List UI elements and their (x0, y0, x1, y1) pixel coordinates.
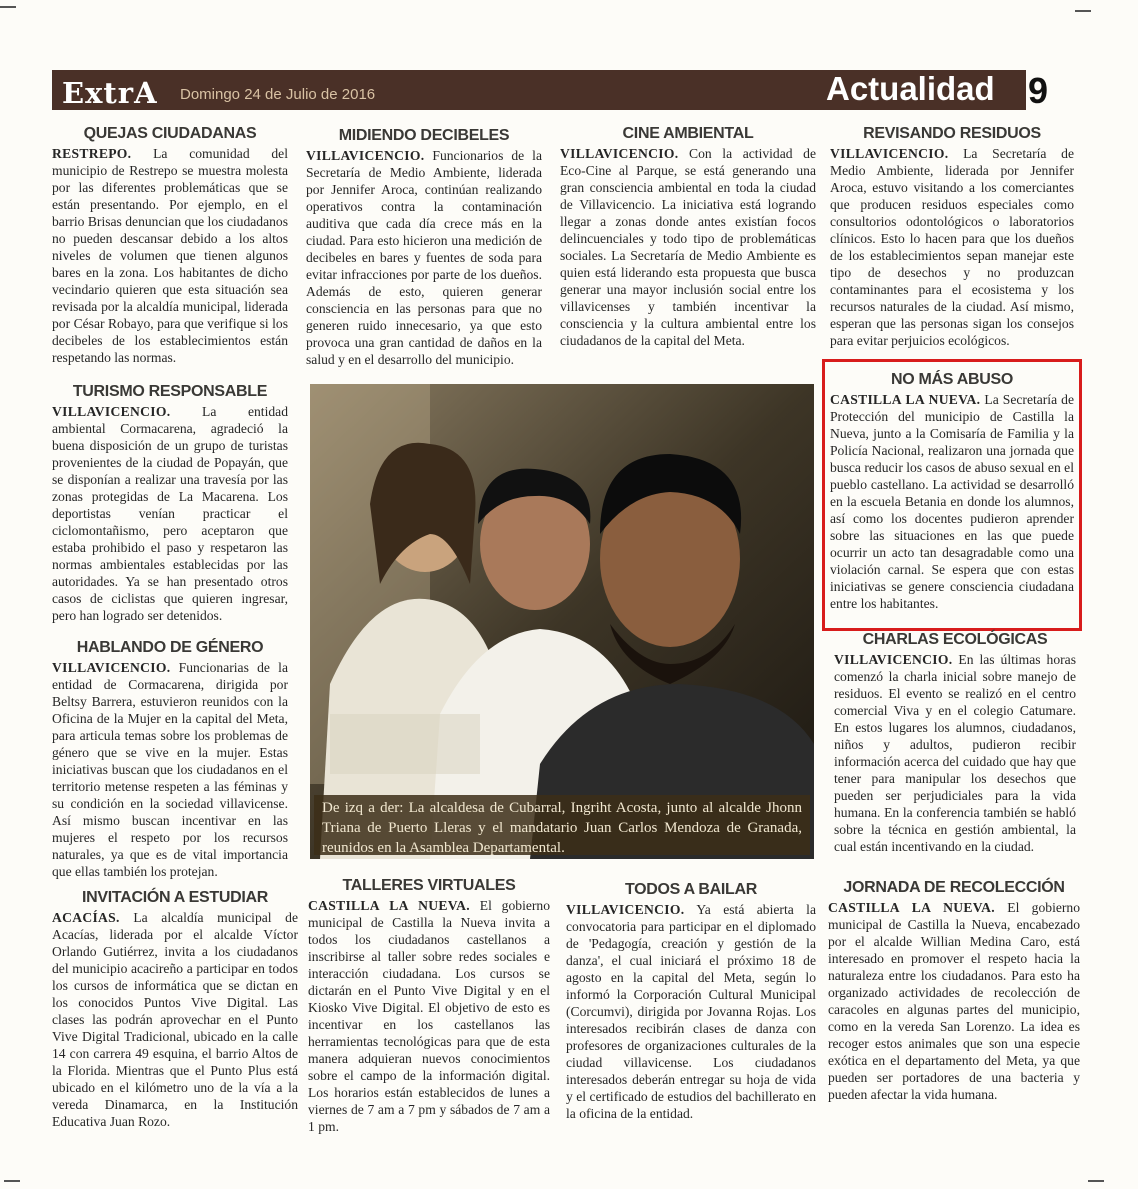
article-invitacion-a-estudiar (52, 888, 298, 1130)
article-jornada-de-recoleccion (828, 878, 1080, 1103)
article-headline: INVITACIÓN A ESTUDIAR (82, 889, 268, 906)
article-body (308, 897, 550, 1135)
article-body (52, 403, 288, 624)
article-todos-a-bailar (566, 880, 816, 1122)
article-text: El gobierno municipal de Castilla la Nueva invita a todos los ciudadanos castellanos a inscribirse al taller sobre redes sociales e interacción ciudadana. Los cursos se dictarán en el Punto Vive Digital y en el Kiosko Vive Digital. El objetivo de esto es incentivar en los castellanos las herramientas tecnológicas para que de esta manera adquieran nuevos conocimientos sobre el campo de la información digital. Los horarios están establecidos de lunes a viernes de 7 am a 7 pm y sábados de 7 am a 1 pm. (308, 898, 551, 1134)
article-dateline: VILLAVICENCIO. (52, 404, 171, 419)
article-dateline: VILLAVICENCIO. (566, 902, 685, 917)
article-dateline: VILLAVICENCIO. (52, 660, 171, 675)
article-text: La alcaldía municipal de Acacías, liderada por el alcalde Víctor Orlando Gutiérrez, invita a los ciudadanos del municipio acacireño a participar en todos los cursos de informática que se dictan en los conocidos Puntos Vive Digital. Las clases las podrán aprovechar en el Punto Vive Digital Tradicional, ubicado en la calle 14 con carrera 49 esquina, el barrio Altos de la Florida. Mientras que el Punto Plus está ubicado en el kilómetro uno de la vía a la vereda Dinamarca, en la Institución Educativa Juan Rozo. (52, 910, 298, 1129)
article-dateline: VILLAVICENCIO. (830, 146, 949, 161)
article-charlas-ecologicas (834, 630, 1076, 855)
article-dateline: CASTILLA LA NUEVA. (830, 392, 981, 407)
article-turismo-responsable (52, 382, 288, 624)
scan-corner-mark (0, 6, 16, 8)
article-headline: TALLERES VIRTUALES (342, 877, 516, 894)
article-body (52, 909, 298, 1130)
scan-corner-mark (4, 1180, 20, 1182)
article-text: La Secretaría de Protección del municipio de Castilla la Nueva, junto a la Comisaría de Familia y la Policía Nacional, realizaron una jornada que busca reducir los casos de abuso sexual en el pueblo castellano. La actividad se desarrolló en la escuela Betania en donde los alumnos, así como los docentes pudieron aprender sobre las situaciones en las que puede ocurrir un acto tan desagradable como una violación carnal. Se espera que con estas iniciativas se genere consciencia ciudadana entre los habitantes. (830, 392, 1074, 611)
article-quejas-ciudadanas (52, 124, 288, 366)
article-body (830, 145, 1074, 349)
article-text: Con la actividad de Eco-Cine al Parque, se está generando una gran consciencia ambiental en toda la ciudad de Villavicencio. La iniciativa está logrando llegar a zonas donde antes existían focos delincuenciales y todo tipo de problemáticas sociales. La Secretaría de Medio Ambiente es quien está liderando esta propuesta que busca generar una mayor inclusión social entre los villavicenses y también incentivar la consciencia y la cultura ambiental entre los ciudadanos de la capital del Meta. (560, 146, 816, 348)
issue-date: Domingo 24 de Julio de 2016 (180, 86, 376, 103)
article-body (560, 145, 816, 349)
article-body (830, 391, 1074, 612)
article-body (566, 901, 816, 1122)
article-headline: JORNADA DE RECOLECCIÓN (843, 879, 1065, 896)
article-revisando-residuos (830, 124, 1074, 349)
photo-caption: De izq a der: La alcaldesa de Cubarral, Ingriht Acosta, junto al alcalde Jhonn Triana de Puerto Lleras y el mandatario Juan Carlos Mendoza de Granada, reunidos en la Asamblea Departamental. (314, 795, 810, 855)
article-text: El gobierno municipal de Castilla la Nueva, encabezado por el alcalde Willian Medina Caro, está interesado en promover el respeto hacia la naturaleza entre los ciudadanos. Para esto ha organizado actividades de recolección de caracoles en algunas partes del municipio, como en la vereda San Lorenzo. La idea es recoger estos animales que son una especie exótica en el departamento del Meta, ya que pueden ser portadores de una bacteria y pueden afectar la vida humana. (828, 900, 1081, 1102)
article-body (828, 899, 1080, 1103)
article-dateline: VILLAVICENCIO. (306, 148, 425, 163)
article-body (834, 651, 1076, 855)
article-talleres-virtuales (308, 876, 550, 1135)
article-dateline: VILLAVICENCIO. (834, 652, 953, 667)
article-headline: CHARLAS ECOLÓGICAS (862, 631, 1048, 648)
article-dateline: CASTILLA LA NUEVA. (828, 900, 995, 915)
article-dateline: ACACÍAS. (52, 910, 120, 925)
article-text: La Secretaría de Medio Ambiente, liderada por Jennifer Aroca, estuvo visitando a los comerciantes que producen residuos especiales como consultorios odontológicos o laboratorios clínicos. Esto lo hacen para que los dueños de los establecimientos sepan manejar este tipo de desechos y no produzcan contaminantes para el ecosistema y los recursos naturales de la ciudad. Así mismo, esperan que las personas sigan los consejos para evitar perjuicios ecológicos. (830, 146, 1074, 348)
scan-corner-mark (1088, 1180, 1104, 1182)
article-headline: QUEJAS CIUDADANAS (83, 125, 257, 142)
section-title: Actualidad (826, 70, 995, 107)
article-headline: TURISMO RESPONSABLE (72, 383, 268, 400)
article-text: Funcionarias de la entidad de Cormacarena, dirigida por Beltsy Barrera, estuvieron reunidos con la Oficina de la Mujer en la capital del Meta, para articula temas sobre los problemas de género que se vive en la mujer. Estas iniciativas buscan que los ciudadanos en el territorio metense respeten a las féminas y su condición en la sociedad villavicense. Así mismo buscan incentivar en las mujeres el respeto por los recursos naturales, ya que es de vital importancia que ellas también los protejan. (52, 660, 288, 879)
article-headline: TODOS A BAILAR (624, 881, 758, 898)
article-text: Ya está abierta la convocatoria para participar en el diplomado de 'Pedagogía, creación y gestión de la danza', el cual iniciará el próximo 18 de agosto en la capital del Meta, según lo informó la Corporación Cultural Municipal (Corcumvi), dirigida por Jovanna Rojas. Los interesados recibirán clases de danza con profesores de organizaciones culturales de la ciudad villavicense. Los ciudadanos interesados deberán entregar su hoja de vida y el certificado de estudios del bachillerato en la oficina de la entidad. (566, 902, 816, 1121)
article-text: En las últimas horas comenzó la charla inicial sobre manejo de residuos. El evento se realizó en el centro comercial Viva y en el colegio Catumare. En estos lugares los alumnos, ciudadanos, niños y adultos, pudieron recibir información acerca del cuidado que hay que tener para manipular los desechos que pueden ser perjudiciales para la vida humana. En la conferencia también se habló sobre la técnica en gestión ambiental, la cual están incentivando en la ciudad. (834, 652, 1076, 854)
article-cine-ambiental (560, 124, 816, 349)
article-headline: REVISANDO RESIDUOS (863, 125, 1041, 142)
article-text: La comunidad del municipio de Restrepo se muestra molesta por las diferentes problemáticas que se están presentando. Por ejemplo, en el barrio Brisas denuncian que los ciudadanos no pueden descansar debido a los altos niveles de volumen que tienen algunos bares en la zona. Los habitantes de dicho vecindario quieren que esta situación sea revisada por la alcaldía municipal, liderada por César Robayo, para que verifique si los decibeles de los establecimientos están respetando las normas. (52, 146, 288, 365)
article-headline: CINE AMBIENTAL (622, 125, 754, 142)
scan-corner-mark (1075, 10, 1091, 12)
article-text: La entidad ambiental Cormacarena, agradeció la buena disposición de un grupo de turistas provenientes de la ciudad de Popayán, que se disponían a realizar una travesía por las zonas protegidas de La Macarena. Los deportistas venían practicar el ciclomontañismo, pero aceptaron que estaba prohibido el paso y respetaron las normas ambientales establecidas por las autoridades. Ya se han presentado otros casos de ciclistas que quieren ingresar, pero han logrado ser detenidos. (52, 404, 288, 623)
article-headline: MIDIENDO DECIBELES (338, 127, 510, 144)
article-body (52, 659, 288, 880)
article-body (306, 147, 542, 368)
article-text: Funcionarios de la Secretaría de Medio Ambiente, liderada por Jennifer Aroca, continúan realizando operativos contra la contaminación auditiva que cada día crece más en la ciudad. Para esto hicieron una medición de decibeles en bares y fuentes de soda para evitar infracciones por parte de los dueños. Además de esto, quieren generar consciencia en las personas para que no generen ruido innecesario, ya que esto provoca una gran cantidad de daños en la salud y en el desarrollo del municipio. (306, 148, 542, 367)
article-midiendo-decibeles (306, 126, 542, 368)
news-photo (310, 384, 814, 859)
article-headline: NO MÁS ABUSO (890, 371, 1014, 388)
article-headline: HABLANDO DE GÉNERO (76, 639, 264, 656)
article-dateline: RESTREPO. (52, 146, 132, 161)
page-number: 9 (1028, 70, 1049, 111)
newspaper-logo: ExtrA (62, 76, 158, 110)
article-body (52, 145, 288, 366)
article-no-mas-abuso (830, 370, 1074, 612)
article-hablando-de-genero (52, 638, 288, 880)
photo-illustration (310, 384, 814, 859)
article-dateline: CASTILLA LA NUEVA. (308, 898, 470, 913)
article-dateline: VILLAVICENCIO. (560, 146, 679, 161)
